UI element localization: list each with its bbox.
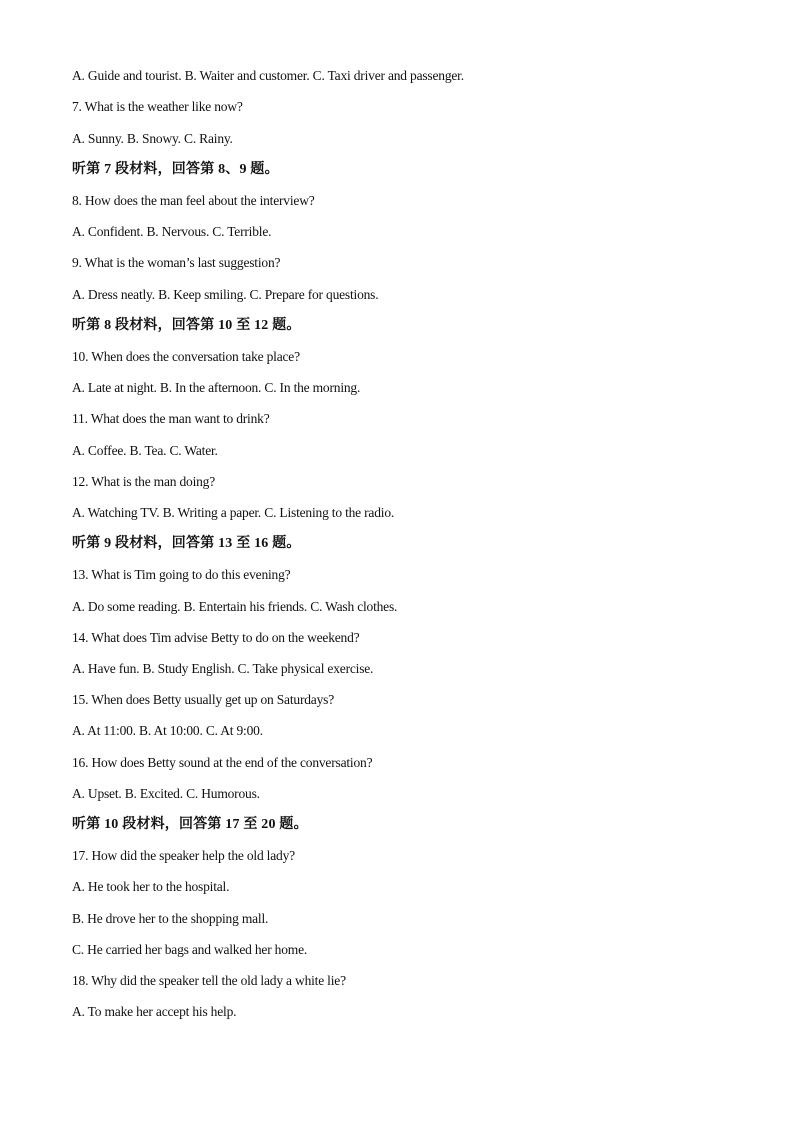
question-15: 15. When does Betty usually get up on Saturdays? <box>72 692 334 707</box>
option-b-q17: B. He drove her to the shopping mall. <box>72 911 269 926</box>
question-10: 10. When does the conversation take place? <box>72 349 300 364</box>
option-a-q18: A. To make her accept his help. <box>72 1004 237 1019</box>
option-line-q14: A. Have fun. B. Study English. C. Take physical exercise. <box>72 661 374 676</box>
question-13: 13. What is Tim going to do this evening? <box>72 567 291 582</box>
question-9: 9. What is the woman’s last suggestion? <box>72 255 281 270</box>
option-line-q6: A. Guide and tourist. B. Waiter and customer. C. Taxi driver and passenger. <box>72 68 464 83</box>
option-line-q13: A. Do some reading. B. Entertain his friends. C. Wash clothes. <box>72 599 398 614</box>
section-heading-9: 听第 9 段材料，回答第 13 至 16 题。 <box>72 536 301 551</box>
option-line-q10: A. Late at night. B. In the afternoon. C. In the morning. <box>72 380 361 395</box>
option-c-q17: C. He carried her bags and walked her home. <box>72 942 308 957</box>
section-heading-10: 听第 10 段材料，回答第 17 至 20 题。 <box>72 817 308 832</box>
question-18: 18. Why did the speaker tell the old lady a white lie? <box>72 973 346 988</box>
option-line-q16: A. Upset. B. Excited. C. Humorous. <box>72 786 260 801</box>
section-heading-8: 听第 8 段材料，回答第 10 至 12 题。 <box>72 318 301 333</box>
option-line-q15: A. At 11:00. B. At 10:00. C. At 9:00. <box>72 723 263 738</box>
option-a-q17: A. He took her to the hospital. <box>72 879 230 894</box>
question-16: 16. How does Betty sound at the end of the conversation? <box>72 755 373 770</box>
question-8: 8. How does the man feel about the interview? <box>72 193 315 208</box>
question-17: 17. How did the speaker help the old lady? <box>72 848 295 863</box>
question-11: 11. What does the man want to drink? <box>72 411 270 426</box>
question-7: 7. What is the weather like now? <box>72 99 243 114</box>
option-line-q7: A. Sunny. B. Snowy. C. Rainy. <box>72 131 233 146</box>
option-line-q8: A. Confident. B. Nervous. C. Terrible. <box>72 224 272 239</box>
section-heading-7: 听第 7 段材料，回答第 8、9 题。 <box>72 162 279 177</box>
option-line-q9: A. Dress neatly. B. Keep smiling. C. Prepare for questions. <box>72 287 379 302</box>
option-line-q12: A. Watching TV. B. Writing a paper. C. Listening to the radio. <box>72 505 395 520</box>
question-12: 12. What is the man doing? <box>72 474 216 489</box>
option-line-q11: A. Coffee. B. Tea. C. Water. <box>72 443 218 458</box>
question-14: 14. What does Tim advise Betty to do on the weekend? <box>72 630 360 645</box>
